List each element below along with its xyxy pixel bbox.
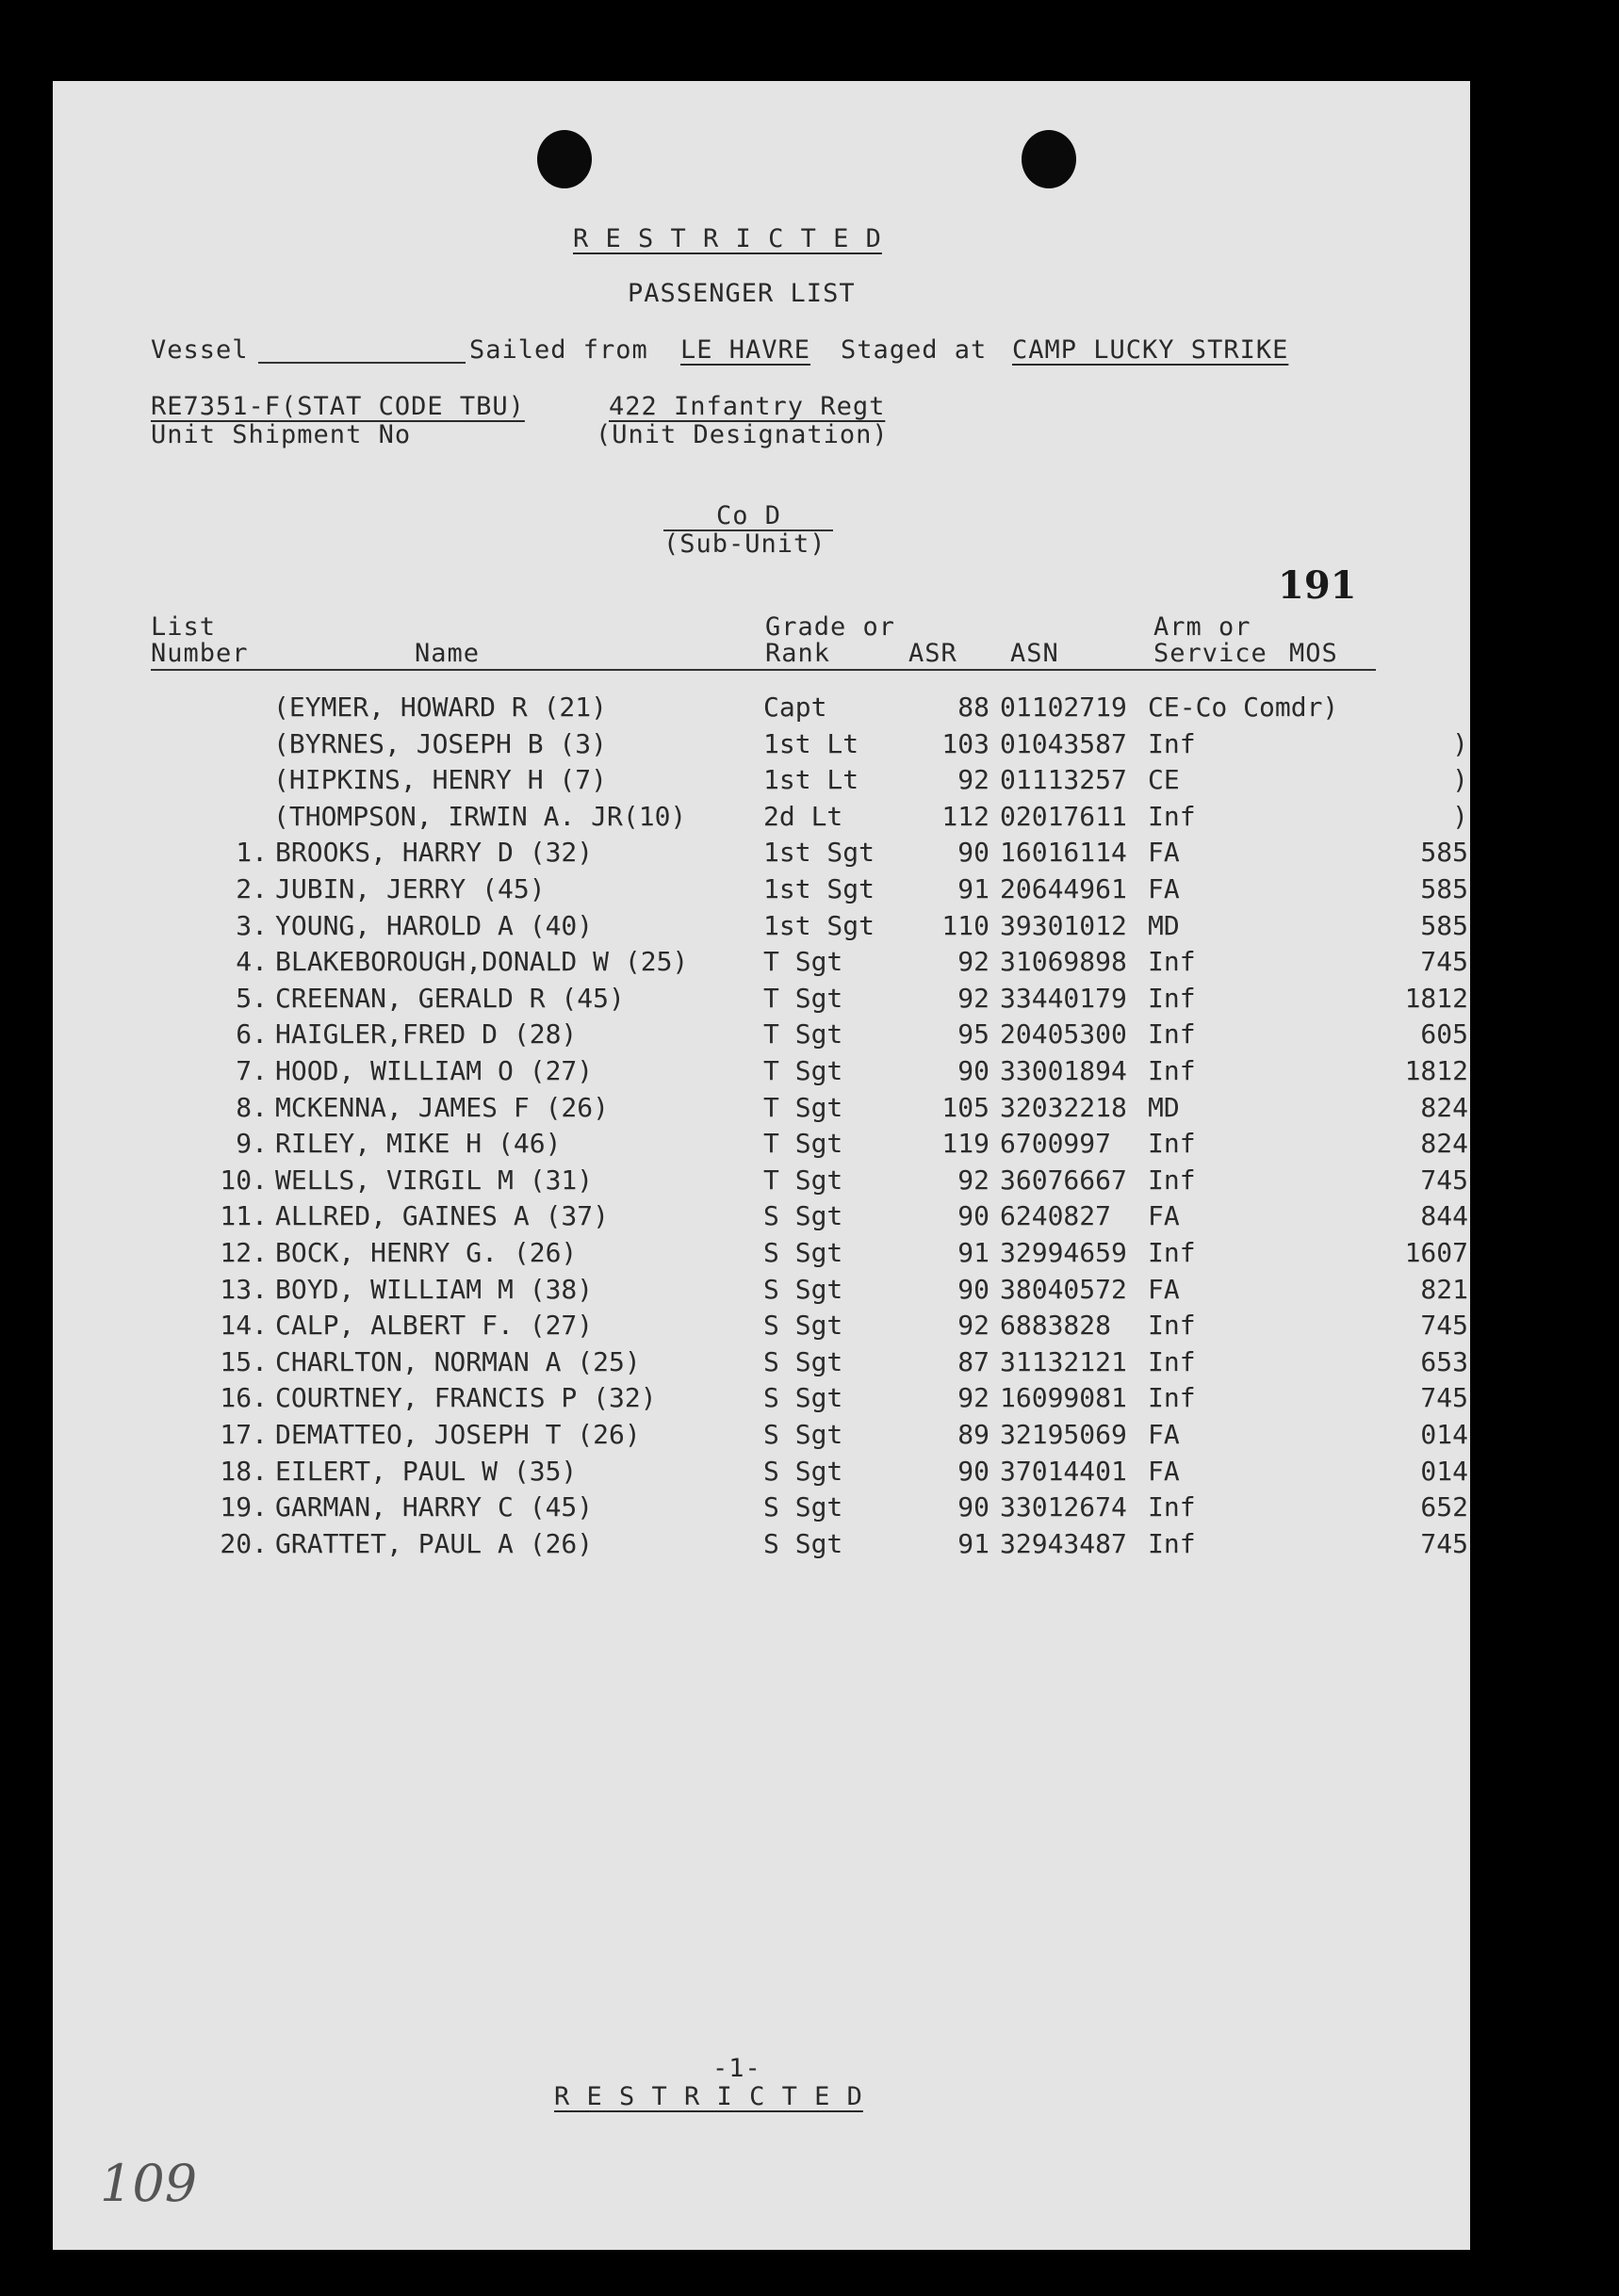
asn-cell: 32943487	[1000, 1527, 1127, 1559]
table-row	[53, 1310, 1470, 1347]
table-row	[53, 837, 1470, 874]
asn-cell: 31132121	[1000, 1345, 1127, 1377]
name-cell: GRATTET, PAUL A (26)	[275, 1527, 594, 1559]
list-number-cell: 18.	[220, 1455, 268, 1487]
grade-cell: T Sgt	[763, 1164, 843, 1196]
arm-service-cell: FA	[1148, 837, 1180, 869]
asr-cell: 92	[957, 1164, 989, 1196]
mos-cell: 745	[1420, 946, 1468, 978]
name-cell: BROOKS, HARRY D (32)	[275, 837, 594, 869]
name-cell: WELLS, VIRGIL M (31)	[275, 1164, 594, 1196]
table-row	[53, 1382, 1470, 1420]
mos-cell: 014	[1420, 1455, 1468, 1487]
asn-cell: 6883828	[1000, 1310, 1112, 1342]
mos-cell: 1812	[1404, 982, 1468, 1014]
grade-cell: S Sgt	[763, 1237, 843, 1268]
arm-service-cell: CE	[1148, 764, 1180, 796]
list-number-cell: 5.	[236, 982, 268, 1014]
table-row	[53, 1528, 1470, 1566]
mos-cell: 585	[1420, 909, 1468, 941]
name-cell: EILERT, PAUL W (35)	[275, 1455, 578, 1487]
mos-cell: 1812	[1404, 1055, 1468, 1086]
name-cell: BLAKEBOROUGH,DONALD W (25)	[275, 946, 689, 978]
arm-service-cell: Inf	[1148, 1382, 1196, 1414]
col-asr: ASR	[908, 639, 957, 668]
asr-cell: 92	[957, 1310, 989, 1342]
name-cell: CALP, ALBERT F. (27)	[275, 1310, 594, 1342]
col-arm-1: Arm or	[1153, 612, 1251, 642]
col-name: Name	[415, 639, 481, 668]
name-cell: (THOMPSON, IRWIN A. JR(10)	[273, 800, 687, 832]
name-cell: HAIGLER,FRED D (28)	[275, 1018, 578, 1050]
asr-cell: 91	[957, 1237, 989, 1268]
asn-cell: 6240827	[1000, 1200, 1112, 1232]
col-arm-2: Service	[1153, 639, 1267, 668]
officer-row	[53, 764, 1470, 802]
name-cell: JUBIN, JERRY (45)	[275, 873, 546, 904]
mos-cell: 585	[1420, 873, 1468, 904]
name-cell: (EYMER, HOWARD R (21)	[273, 692, 608, 723]
asr-cell: 90	[957, 837, 989, 869]
asn-cell: 39301012	[1000, 909, 1127, 941]
mos-cell: 821	[1420, 1273, 1468, 1305]
list-number-cell: 2.	[236, 873, 268, 904]
table-row	[53, 1491, 1470, 1529]
asn-cell: 01102719	[1000, 692, 1127, 723]
list-number-cell: 12.	[220, 1237, 268, 1268]
asn-cell: 6700997	[1000, 1128, 1112, 1160]
arm-service-cell: Inf	[1148, 1527, 1196, 1559]
officer-row	[53, 692, 1470, 729]
name-cell: ALLRED, GAINES A (37)	[275, 1200, 610, 1232]
list-number-cell: 20.	[220, 1527, 268, 1559]
officer-row	[53, 728, 1470, 766]
table-row	[53, 873, 1470, 911]
grade-cell: S Sgt	[763, 1310, 843, 1342]
punch-hole-right	[1022, 130, 1076, 188]
mos-cell: 824	[1420, 1091, 1468, 1123]
asn-cell: 32994659	[1000, 1237, 1127, 1268]
mos-cell: 1607	[1404, 1237, 1468, 1268]
arm-service-cell: Inf	[1148, 1491, 1196, 1523]
handwritten-number: 109	[100, 2154, 198, 2213]
arm-service-cell: Inf	[1148, 1055, 1196, 1086]
grade-cell: T Sgt	[763, 1128, 843, 1160]
arm-service-cell: FA	[1148, 1455, 1180, 1487]
list-number-cell: 14.	[220, 1310, 268, 1342]
list-number-cell: 17.	[220, 1419, 268, 1450]
mos-cell: 014	[1420, 1419, 1468, 1450]
list-number-cell: 10.	[220, 1164, 268, 1196]
header-rule	[151, 669, 1376, 671]
list-number-cell: 19.	[220, 1491, 268, 1523]
arm-service-cell: Inf	[1148, 946, 1196, 978]
asr-cell: 103	[941, 727, 989, 759]
grade-cell: S Sgt	[763, 1345, 843, 1377]
vessel-blank-line	[258, 362, 466, 364]
arm-service-cell: Inf	[1148, 1018, 1196, 1050]
col-list-number-1: List	[151, 612, 217, 642]
arm-service-cell: FA	[1148, 1273, 1180, 1305]
name-cell: CHARLTON, NORMAN A (25)	[275, 1345, 641, 1377]
list-number-cell: 6.	[236, 1018, 268, 1050]
mos-cell: 605	[1420, 1018, 1468, 1050]
arm-service-cell: CE-Co Comdr)	[1148, 692, 1339, 723]
arm-service-cell: MD	[1148, 1091, 1180, 1123]
asr-cell: 90	[957, 1055, 989, 1086]
asn-cell: 20405300	[1000, 1018, 1127, 1050]
list-number-cell: 9.	[236, 1128, 268, 1160]
name-cell: MCKENNA, JAMES F (26)	[275, 1091, 610, 1123]
asr-cell: 92	[957, 1382, 989, 1414]
name-cell: GARMAN, HARRY C (45)	[275, 1491, 594, 1523]
asn-cell: 32195069	[1000, 1419, 1127, 1450]
asr-cell: 110	[941, 909, 989, 941]
asn-cell: 01043587	[1000, 727, 1127, 759]
table-row	[53, 1456, 1470, 1493]
asr-cell: 88	[957, 692, 989, 723]
list-number-cell: 15.	[220, 1345, 268, 1377]
name-cell: BOYD, WILLIAM M (38)	[275, 1273, 594, 1305]
arm-service-cell: Inf	[1148, 800, 1196, 832]
grade-cell: Capt	[763, 692, 827, 723]
list-number-cell: 13.	[220, 1273, 268, 1305]
grade-cell: S Sgt	[763, 1527, 843, 1559]
asr-cell: 90	[957, 1200, 989, 1232]
asr-cell: 92	[957, 946, 989, 978]
grade-cell: S Sgt	[763, 1455, 843, 1487]
grade-cell: 1st Lt	[763, 727, 859, 759]
asn-cell: 33001894	[1000, 1055, 1127, 1086]
mos-cell: 745	[1420, 1382, 1468, 1414]
grade-cell: T Sgt	[763, 1018, 843, 1050]
asn-cell: 33440179	[1000, 982, 1127, 1014]
mos-cell: 745	[1420, 1310, 1468, 1342]
arm-service-cell: Inf	[1148, 1128, 1196, 1160]
list-number-cell: 8.	[236, 1091, 268, 1123]
grade-cell: 1st Sgt	[763, 837, 875, 869]
list-number-cell: 3.	[236, 909, 268, 941]
page-stamp: 191	[1278, 563, 1357, 608]
asr-cell: 92	[957, 764, 989, 796]
table-row	[53, 1419, 1470, 1457]
mos-cell: 824	[1420, 1128, 1468, 1160]
name-cell: COURTNEY, FRANCIS P (32)	[275, 1382, 657, 1414]
name-cell: HOOD, WILLIAM O (27)	[275, 1055, 594, 1086]
mos-cell: 653	[1420, 1345, 1468, 1377]
grade-cell: S Sgt	[763, 1419, 843, 1450]
asr-cell: 112	[941, 800, 989, 832]
asn-cell: 33012674	[1000, 1491, 1127, 1523]
vessel-label: Vessel	[151, 335, 249, 365]
asr-cell: 95	[957, 1018, 989, 1050]
arm-service-cell: Inf	[1148, 1310, 1196, 1342]
grade-cell: 1st Lt	[763, 764, 859, 796]
grade-cell: S Sgt	[763, 1491, 843, 1523]
mos-cell: )	[1452, 727, 1468, 759]
arm-service-cell: Inf	[1148, 982, 1196, 1014]
asr-cell: 91	[957, 873, 989, 904]
grade-cell: T Sgt	[763, 946, 843, 978]
staged-at-value: CAMP LUCKY STRIKE	[1012, 335, 1289, 365]
arm-service-cell: FA	[1148, 1419, 1180, 1450]
mos-cell: 585	[1420, 837, 1468, 869]
restricted-heading-bottom: R E S T R I C T E D	[554, 2082, 863, 2111]
punch-hole-left	[537, 130, 592, 188]
grade-cell: T Sgt	[763, 1055, 843, 1086]
sub-unit-value: Co D	[716, 501, 782, 530]
asr-cell: 90	[957, 1455, 989, 1487]
list-number-cell: 1.	[236, 837, 268, 869]
table-row	[53, 1055, 1470, 1093]
table-row	[53, 1164, 1470, 1202]
sailed-from-value: LE HAVRE	[680, 335, 811, 365]
mos-cell: 745	[1420, 1527, 1468, 1559]
asn-cell: 01113257	[1000, 764, 1127, 796]
staged-label: Staged at	[841, 335, 988, 365]
col-mos: MOS	[1289, 639, 1338, 668]
list-number-cell: 7.	[236, 1055, 268, 1086]
asn-cell: 32032218	[1000, 1091, 1127, 1123]
col-grade-1: Grade or	[765, 612, 896, 642]
sailed-label: Sailed from	[469, 335, 648, 365]
arm-service-cell: FA	[1148, 873, 1180, 904]
mos-cell: 652	[1420, 1491, 1468, 1523]
page-number: -1-	[712, 2054, 761, 2083]
asr-cell: 89	[957, 1419, 989, 1450]
list-number-cell: 4.	[236, 946, 268, 978]
sub-unit-label: (Sub-Unit)	[663, 529, 826, 559]
document-page	[53, 81, 1470, 2250]
unit-designation-value: 422 Infantry Regt	[609, 392, 886, 421]
arm-service-cell: MD	[1148, 909, 1180, 941]
asn-cell: 20644961	[1000, 873, 1127, 904]
arm-service-cell: Inf	[1148, 1164, 1196, 1196]
grade-cell: S Sgt	[763, 1200, 843, 1232]
list-number-cell: 11.	[220, 1200, 268, 1232]
name-cell: RILEY, MIKE H (46)	[275, 1128, 562, 1160]
name-cell: YOUNG, HAROLD A (40)	[275, 909, 594, 941]
asn-cell: 38040572	[1000, 1273, 1127, 1305]
name-cell: DEMATTEO, JOSEPH T (26)	[275, 1419, 641, 1450]
list-number-cell: 16.	[220, 1382, 268, 1414]
table-row	[53, 910, 1470, 948]
table-row	[53, 1237, 1470, 1275]
asr-cell: 90	[957, 1273, 989, 1305]
grade-cell: 1st Sgt	[763, 909, 875, 941]
table-row	[53, 1018, 1470, 1056]
table-row	[53, 1128, 1470, 1165]
col-asn: ASN	[1010, 639, 1059, 668]
asn-cell: 16099081	[1000, 1382, 1127, 1414]
asr-cell: 90	[957, 1491, 989, 1523]
arm-service-cell: FA	[1148, 1200, 1180, 1232]
col-grade-2: Rank	[765, 639, 831, 668]
grade-cell: 2d Lt	[763, 800, 843, 832]
grade-cell: S Sgt	[763, 1273, 843, 1305]
grade-cell: T Sgt	[763, 982, 843, 1014]
name-cell: BOCK, HENRY G. (26)	[275, 1237, 578, 1268]
arm-service-cell: Inf	[1148, 727, 1196, 759]
col-list-number-2: Number	[151, 639, 249, 668]
grade-cell: S Sgt	[763, 1382, 843, 1414]
asn-cell: 02017611	[1000, 800, 1127, 832]
table-row	[53, 983, 1470, 1020]
document-title: PASSENGER LIST	[628, 279, 856, 308]
mos-cell: 745	[1420, 1164, 1468, 1196]
arm-service-cell: Inf	[1148, 1345, 1196, 1377]
asr-cell: 87	[957, 1345, 989, 1377]
table-row	[53, 1346, 1470, 1384]
asr-cell: 91	[957, 1527, 989, 1559]
asn-cell: 31069898	[1000, 946, 1127, 978]
asr-cell: 119	[941, 1128, 989, 1160]
name-cell: CREENAN, GERALD R (45)	[275, 982, 625, 1014]
grade-cell: T Sgt	[763, 1091, 843, 1123]
arm-service-cell: Inf	[1148, 1237, 1196, 1268]
asn-cell: 16016114	[1000, 837, 1127, 869]
asn-cell: 37014401	[1000, 1455, 1127, 1487]
restricted-heading-top: R E S T R I C T E D	[573, 224, 882, 253]
unit-shipment-label: Unit Shipment No	[151, 420, 412, 449]
mos-cell: 844	[1420, 1200, 1468, 1232]
mos-cell: )	[1452, 800, 1468, 832]
unit-designation-label: (Unit Designation)	[596, 420, 889, 449]
asn-cell: 36076667	[1000, 1164, 1127, 1196]
mos-cell: )	[1452, 764, 1468, 796]
table-row	[53, 1274, 1470, 1311]
asr-cell: 105	[941, 1091, 989, 1123]
table-row	[53, 946, 1470, 984]
table-row	[53, 1200, 1470, 1238]
grade-cell: 1st Sgt	[763, 873, 875, 904]
unit-shipment-value: RE7351-F(STAT CODE TBU)	[151, 392, 525, 421]
officer-row	[53, 801, 1470, 839]
name-cell: (HIPKINS, HENRY H (7)	[273, 764, 608, 796]
table-row	[53, 1092, 1470, 1130]
name-cell: (BYRNES, JOSEPH B (3)	[273, 727, 608, 759]
asr-cell: 92	[957, 982, 989, 1014]
